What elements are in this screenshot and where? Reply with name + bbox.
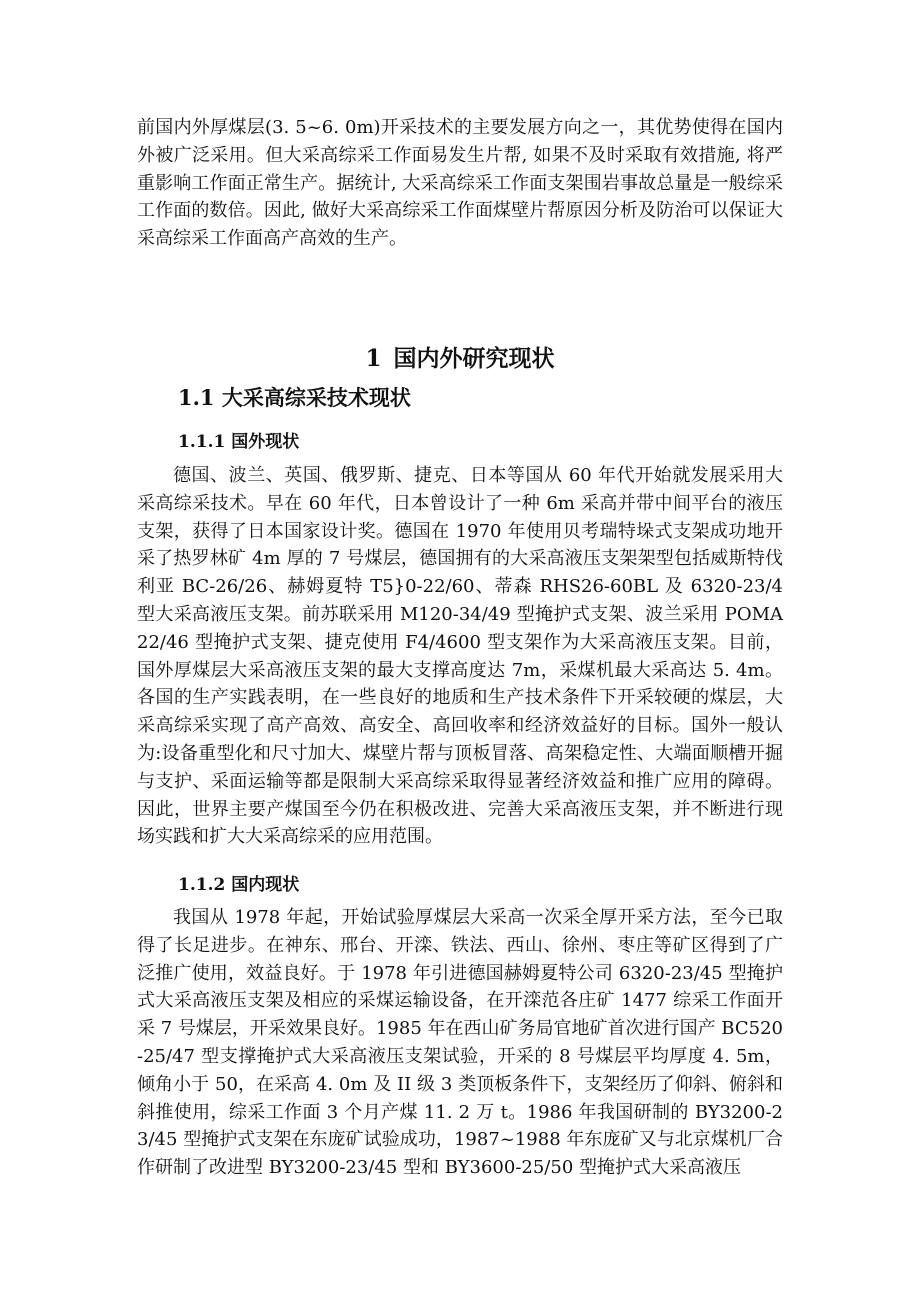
intro-paragraph: 前国内外厚煤层(3. 5~6. 0m)开采技术的主要发展方向之一，其优势使得在国内外被广泛采用。但大采高综采工作面易发生片帮, 如果不及时采取有效措施, 将严重影响工作面正常生产。据统计, 大采高综采工作面支架围岩事故总量是一般综采工作面的数倍。因此, 做好大采高综采工作面煤壁片帮原因分析及防治可以保证大采高综采工作面高产高效的生产。: [137, 117, 783, 250]
subsection-number: 1.1.1: [178, 432, 226, 452]
paragraph-domestic-status: 我国从 1978 年起，开始试验厚煤层大采高一次采全厚开采方法，至今已取得了长足进步。在神东、邢台、开滦、铁法、西山、徐州、枣庄等矿区得到了广泛推广使用，效益良好。于 1978 年引进德国赫姆夏特公司 6320-23/45 型掩护式大采高液压支架及相应的采煤运输设备，在开滦范各庄矿 1477 综采工作面开采 7 号煤层，开采效果良好。1985 年在西山矿务局官地矿首次进行国产 BC520-25/47 型支撑掩护式大采高液压支架试验，开采的 8 号煤层平均厚度 4. 5m，倾角小于 50，在采高 4. 0m 及 II 级 3 类顶板条件下，支架经历了仰斜、俯斜和斜推使用，综采工作面 3 个月产煤 11. 2 万 t。1986 年我国研制的 BY3200-23/45 型掩护式支架在东庞矿试验成功，1987~1988 年东庞矿又与北京煤机厂合作研制了改进型 BY3200-23/45 型和 BY3600-25/50 型掩护式大采高液压: [137, 907, 783, 1179]
chapter-heading: [0, 340, 920, 373]
paragraph-foreign-status: 德国、波兰、英国、俄罗斯、捷克、日本等国从 60 年代开始就发展采用大采高综采技术。早在 60 年代，日本曾设计了一种 6m 采高并带中间平台的液压支架，获得了日本国家设计奖。德国在 1970 年使用贝考瑞特垛式支架成功地开采了热罗林矿 4m 厚的 7 号煤层，德国拥有的大采高液压支架架型包括威斯特伐利亚 BC-26/26、赫姆夏特 T5}0-22/60、蒂森 RHS26-60BL 及 6320-23/4 型大采高液压支架。前苏联采用 M120-34/49 型掩护式支架、波兰采用 POMA22/46 型掩护式支架、捷克使用 F4/4600 型支架作为大采高液压支架。目前，国外厚煤层大采高液压支架的最大支撑高度达 7m，采煤机最大采高达 5. 4m。各国的生产实践表明，在一些良好的地质和生产技术条件下开采较硬的煤层，大采高综采实现了高产高效、高安全、高回收率和经济效益好的目标。国外一般认为:设备重型化和尺寸加大、煤壁片帮与顶板冒落、高架稳定性、大端面顺槽开掘与支护、采面运输等都是限制大采高综采取得显著经济效益和推广应用的障碍。因此，世界主要产煤国至今仍在积极改进、完善大采高液压支架，并不断进行现场实践和扩大大采高综采的应用范围。: [137, 465, 783, 848]
section-number: 1.1: [178, 385, 215, 410]
section-title: 大采高综采技术现状: [221, 385, 411, 410]
subsection-title: 国内现状: [231, 875, 300, 895]
section-heading: [178, 382, 411, 412]
chapter-title: 国内外研究现状: [393, 345, 555, 372]
subsection-heading-foreign: [178, 427, 299, 452]
subsection-number: 1.1.2: [178, 875, 226, 895]
chapter-number: 1: [365, 345, 382, 372]
subsection-title: 国外现状: [231, 432, 300, 452]
subsection-heading-domestic: [178, 870, 299, 895]
